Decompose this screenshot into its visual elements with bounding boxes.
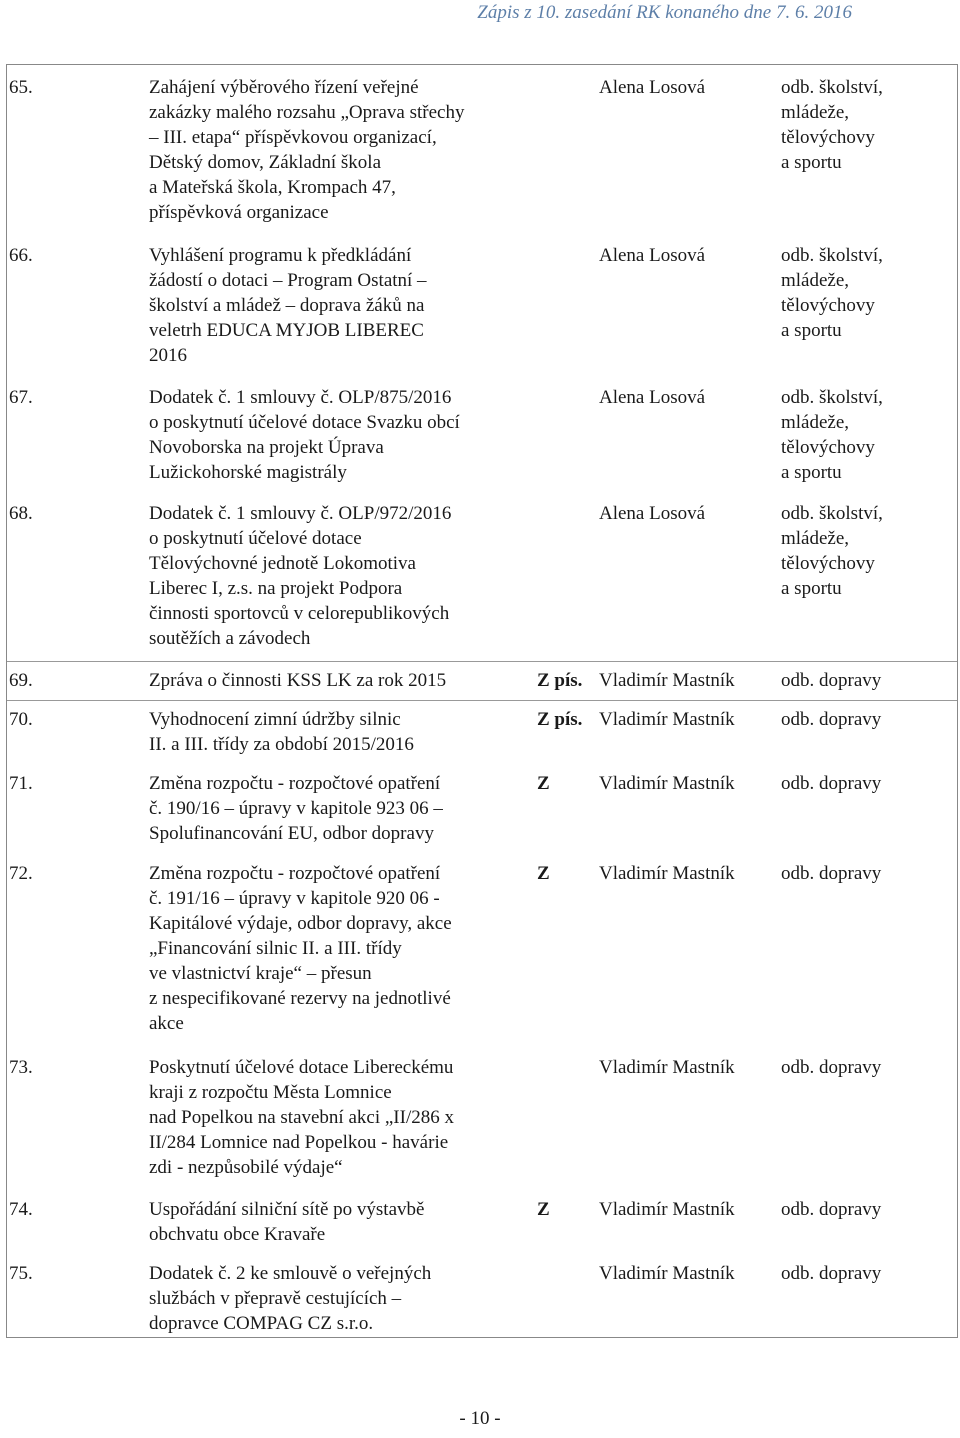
item-title: Dodatek č. 1 smlouvy č. OLP/972/2016 o poskytnutí účelové dotace Tělovýchovné jednotě Lokomotiva Liberec I, z.s. na projekt Podpora činnosti sportovců v celorepublikových soutěžích a závodech	[149, 503, 452, 649]
item-number: 69.	[9, 670, 33, 691]
item-number: 75.	[9, 1263, 33, 1284]
item-presenter: Alena Losová	[599, 503, 706, 524]
item-presenter: Vladimír Mastník	[599, 709, 735, 730]
item-number: 66.	[9, 245, 33, 266]
item-presenter: Alena Losová	[599, 77, 706, 98]
item-presenter: Vladimír Mastník	[599, 863, 735, 884]
item-title: Dodatek č. 1 smlouvy č. OLP/875/2016 o poskytnutí účelové dotace Svazku obcí Novoborska na projekt Úprava Lužickohorské magistrály	[149, 387, 460, 483]
item-department: odb. dopravy	[781, 670, 882, 691]
item-mark: Z	[537, 863, 550, 884]
item-mark: Z pís.	[537, 670, 583, 691]
item-department: odb. dopravy	[781, 1057, 882, 1078]
item-mark: Z pís.	[537, 709, 583, 730]
item-department: odb. školství, mládeže, tělovýchovy a sportu	[781, 77, 883, 173]
item-presenter: Vladimír Mastník	[599, 773, 735, 794]
item-presenter: Alena Losová	[599, 245, 706, 266]
item-department: odb. školství, mládeže, tělovýchovy a sportu	[781, 387, 883, 483]
item-presenter: Vladimír Mastník	[599, 670, 735, 691]
item-department: odb. dopravy	[781, 773, 882, 794]
item-title: Změna rozpočtu - rozpočtové opatření č. 191/16 – úpravy v kapitole 920 06 - Kapitálové výdaje, odbor dopravy, akce „Financování silnic II. a III. třídy ve vlastnictví kraje“ – přesun z nespecifikované rezervy na jednotlivé akce	[149, 863, 452, 1034]
item-number: 65.	[9, 77, 33, 98]
item-title: Změna rozpočtu - rozpočtové opatření č. 190/16 – úpravy v kapitole 923 06 – Spolufinancování EU, odbor dopravy	[149, 773, 443, 844]
item-title: Vyhodnocení zimní údržby silnic II. a III. třídy za období 2015/2016	[149, 709, 414, 755]
item-number: 67.	[9, 387, 33, 408]
page-number: - 10 -	[459, 1408, 501, 1429]
item-department: odb. školství, mládeže, tělovýchovy a sportu	[781, 503, 883, 599]
item-presenter: Vladimír Mastník	[599, 1263, 735, 1284]
item-mark: Z	[537, 1199, 550, 1220]
item-number: 71.	[9, 773, 33, 794]
item-number: 70.	[9, 709, 33, 730]
item-title: Zpráva o činnosti KSS LK za rok 2015	[149, 670, 447, 691]
item-title: Zahájení výběrového řízení veřejné zakázky malého rozsahu „Oprava střechy – III. etapa“ příspěvkovou organizací, Dětský domov, Základní škola a Mateřská škola, Krompach 47, příspěvková organizace	[149, 77, 465, 223]
item-department: odb. dopravy	[781, 863, 882, 884]
document-header: Zápis z 10. zasedání RK konaného dne 7. 6. 2016	[477, 2, 852, 23]
item-presenter: Vladimír Mastník	[599, 1199, 735, 1220]
item-number: 68.	[9, 503, 33, 524]
item-department: odb. dopravy	[781, 1263, 882, 1284]
item-presenter: Vladimír Mastník	[599, 1057, 735, 1078]
item-number: 73.	[9, 1057, 33, 1078]
item-title: Vyhlášení programu k předkládání žádostí o dotaci – Program Ostatní – školství a mládež – doprava žáků na veletrh EDUCA MYJOB LIBEREC 2016	[149, 245, 427, 366]
item-presenter: Alena Losová	[599, 387, 706, 408]
agenda-row-70	[7, 700, 957, 755]
item-title: Dodatek č. 2 ke smlouvě o veřejných službách v přepravě cestujících – dopravce COMPAG CZ s.r.o.	[149, 1263, 432, 1334]
agenda-row-69	[7, 661, 957, 691]
item-mark: Z	[537, 773, 550, 794]
item-department: odb. školství, mládeže, tělovýchovy a sportu	[781, 245, 883, 341]
item-number: 74.	[9, 1199, 33, 1220]
item-title: Poskytnutí účelové dotace Libereckému kraji z rozpočtu Města Lomnice nad Popelkou na stavební akci „II/286 x II/284 Lomnice nad Popelkou - havárie zdi - nezpůsobilé výdaje“	[149, 1057, 454, 1178]
item-number: 72.	[9, 863, 33, 884]
item-department: odb. dopravy	[781, 709, 882, 730]
item-department: odb. dopravy	[781, 1199, 882, 1220]
agenda-table	[6, 64, 958, 1338]
item-title: Uspořádání silniční sítě po výstavbě obchvatu obce Kravaře	[149, 1199, 425, 1245]
